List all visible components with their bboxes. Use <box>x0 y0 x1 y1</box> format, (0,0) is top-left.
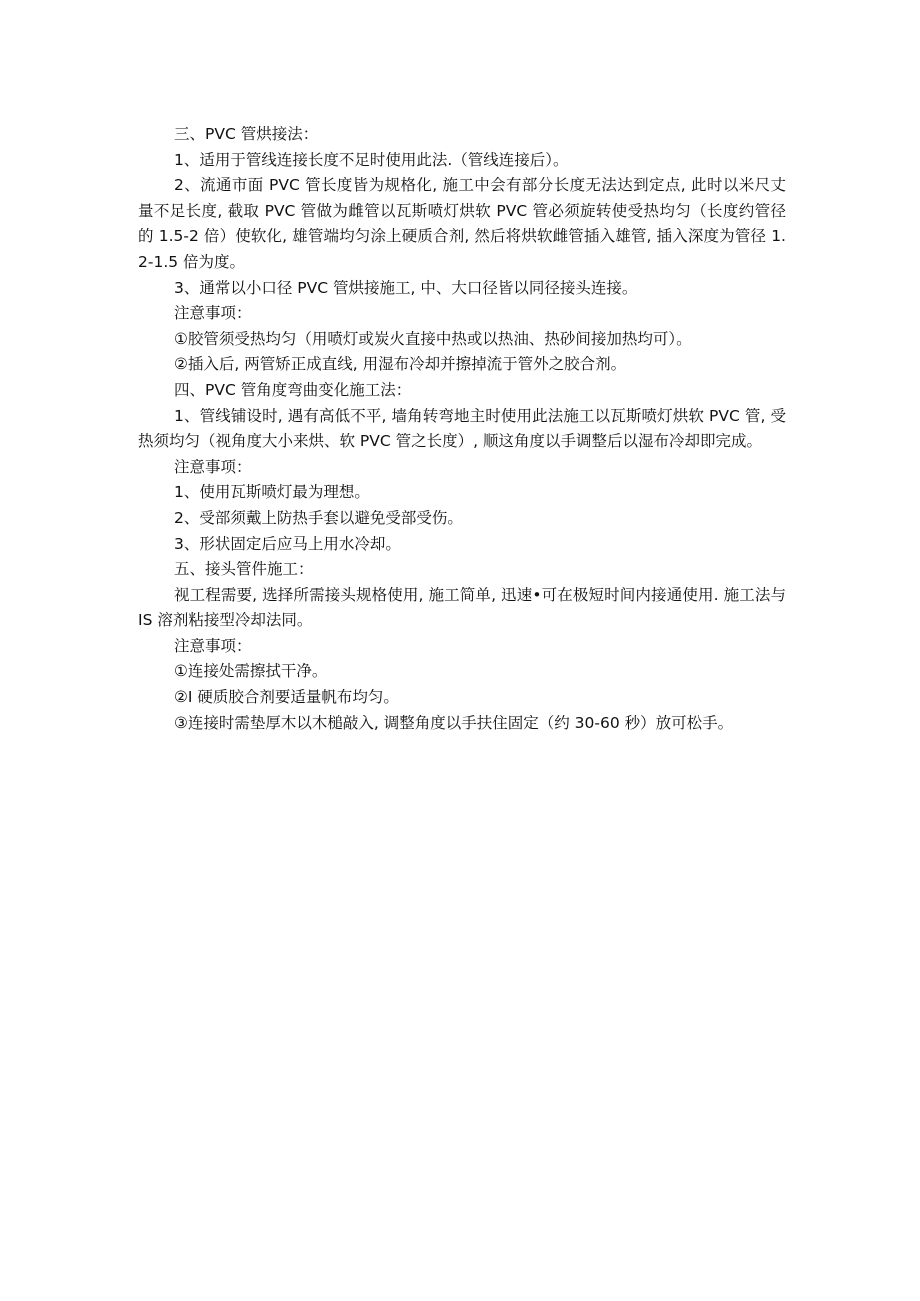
notes-heading: 注意事项： <box>174 304 252 323</box>
note-item: 2、受部须戴上防热手套以避免受部受伤。 <box>174 508 463 527</box>
section-heading-pvc-bending: 四、PVC 管角度弯曲变化施工法： <box>174 380 412 399</box>
paragraph: 1、适用于管线连接长度不足时使用此法.（管线连接后）。 <box>174 150 569 169</box>
notes-heading: 注意事项： <box>174 636 252 655</box>
note-item: ②I 硬质胶合剂要适量帆布均匀。 <box>174 688 399 707</box>
paragraph: 视工程需要, 选择所需接头规格使用, 施工简单, 迅速•可在极短时间内接通使用. 施工法与 IS 溶剂粘接型冷却法同。 <box>138 585 786 630</box>
paragraph: 2、流通市面 PVC 管长度皆为规格化, 施工中会有部分长度无法达到定点, 此时以米尺丈量不足长度, 截取 PVC 管做为雌管以瓦斯喷灯烘软 PVC 管必须旋转使受热均匀（长度约管径的 1.5-2 倍）使软化, 雄管端均匀涂上硬质合剂, 然后将烘软雌管插入雄管, 插入深度为管径 1.2-1.5 倍为度。 <box>138 176 786 271</box>
note-item: 1、使用瓦斯喷灯最为理想。 <box>174 483 370 502</box>
note-item: ③连接时需垫厚木以木槌敲入, 调整角度以手扶住固定（约 30-60 秒）放可松手。 <box>174 713 734 732</box>
note-item: 3、形状固定后应马上用水冷却。 <box>174 534 401 553</box>
document-body <box>138 122 786 736</box>
paragraph: 1、管线铺设时, 遇有高低不平, 墙角转弯地主时使用此法施工以瓦斯喷灯烘软 PVC 管, 受热须均匀（视角度大小来烘、软 PVC 管之长度）, 顺这角度以手调整后以湿布冷却即完成。 <box>138 406 786 451</box>
note-item: ①连接处需擦拭干净。 <box>174 662 328 681</box>
paragraph: 3、通常以小口径 PVC 管烘接施工, 中、大口径皆以同径接头连接。 <box>174 278 638 297</box>
section-heading-pvc-heat-joining: 三、PVC 管烘接法： <box>174 125 319 143</box>
section-heading-fittings: 五、接头管件施工： <box>174 560 314 579</box>
notes-heading: 注意事项： <box>174 457 252 476</box>
note-item: ②插入后, 两管矫正成直线, 用湿布冷却并擦掉流于管外之胶合剂。 <box>174 355 627 374</box>
note-item: ①胶管须受热均匀（用喷灯或炭火直接中热或以热油、热砂间接加热均可）。 <box>174 329 692 348</box>
